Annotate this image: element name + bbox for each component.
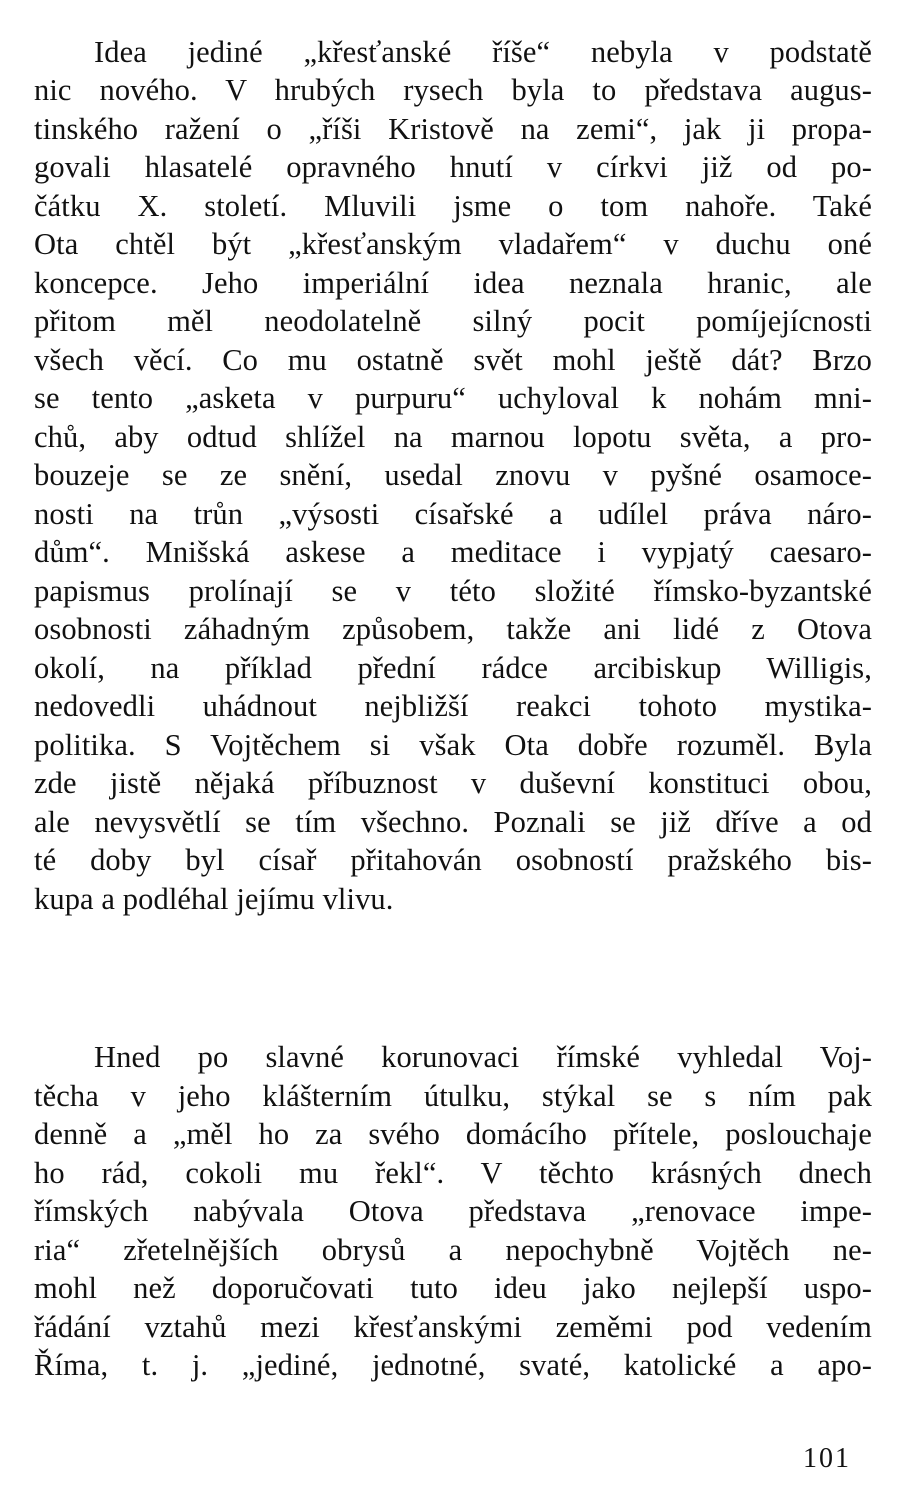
text-line: nosti na trůn „výsosti císařské a udílel práva náro- (34, 497, 872, 531)
text-line: Idea jediné „křesťanské říše“ nebyla v podstatě (94, 35, 872, 69)
text-line: nic nového. V hrubých rysech byla to představa augus- (34, 73, 872, 107)
text-line: politika. S Vojtěchem si však Ota dobře rozuměl. Byla (34, 728, 872, 762)
page-number: 101 (803, 1443, 851, 1474)
text-line: zde jistě nějaká příbuznost v duševní konstituci obou, (34, 766, 872, 800)
text-line: přitom měl neodolatelně silný pocit pomíjejícnosti (34, 304, 872, 338)
text-line: nedovedli uhádnout nejbližší reakci tohoto mystika- (34, 689, 872, 723)
text-line: se tento „asketa v purpuru“ uchyloval k nohám mni- (34, 381, 872, 415)
text-line: osobnosti záhadným způsobem, takže ani lidé z Otova (34, 612, 872, 646)
text-line: čátku X. století. Mluvili jsme o tom nahoře. Také (34, 189, 872, 223)
text-line: těcha v jeho klášterním útulku, stýkal se s ním pak (34, 1079, 872, 1113)
text-line: té doby byl císař přitahován osobností pražského bis- (34, 843, 872, 877)
text-line: kupa a podléhal jejímu vlivu. (34, 882, 394, 916)
text-line: koncepce. Jeho imperiální idea neznala hranic, ale (34, 266, 872, 300)
text-line: dům“. Mnišská askese a meditace i vypjatý caesaro- (34, 535, 872, 569)
text-line: řádání vztahů mezi křesťanskými zeměmi pod vedením (34, 1310, 872, 1344)
text-line: ale nevysvětlí se tím všechno. Poznali se již dříve a od (34, 805, 872, 839)
text-line: Hned po slavné korunovaci římské vyhledal Voj- (94, 1040, 872, 1074)
text-line: ria“ zřetelnějších obrysů a nepochybně Vojtěch ne- (34, 1233, 872, 1267)
text-line: chů, aby odtud shlížel na marnou lopotu světa, a pro- (34, 420, 872, 454)
text-line: papismus prolínají se v této složité římsko-byzantské (34, 574, 872, 608)
text-line: tinského ražení o „říši Kristově na zemi“, jak ji propa- (34, 112, 872, 146)
text-line: všech věcí. Co mu ostatně svět mohl ještě dát? Brzo (34, 343, 872, 377)
text-line: denně a „měl ho za svého domácího přítele, poslouchaje (34, 1117, 872, 1151)
text-line: okolí, na příklad přední rádce arcibiskup Willigis, (34, 651, 872, 685)
text-line: bouzeje se ze snění, usedal znovu v pyšné osamoce- (34, 458, 872, 492)
text-line: římských nabývala Otova představa „renovace impe- (34, 1194, 872, 1228)
book-page (34, 0, 872, 1500)
text-line: govali hlasatelé opravného hnutí v církvi již od po- (34, 150, 872, 184)
text-line: mohl než doporučovati tuto ideu jako nejlepší uspo- (34, 1271, 872, 1305)
text-line: ho rád, cokoli mu řekl“. V těchto krásných dnech (34, 1156, 872, 1190)
text-line: Říma, t. j. „jediné, jednotné, svaté, katolické a apo- (34, 1348, 872, 1382)
text-line: Ota chtěl být „křesťanským vladařem“ v duchu oné (34, 227, 872, 261)
